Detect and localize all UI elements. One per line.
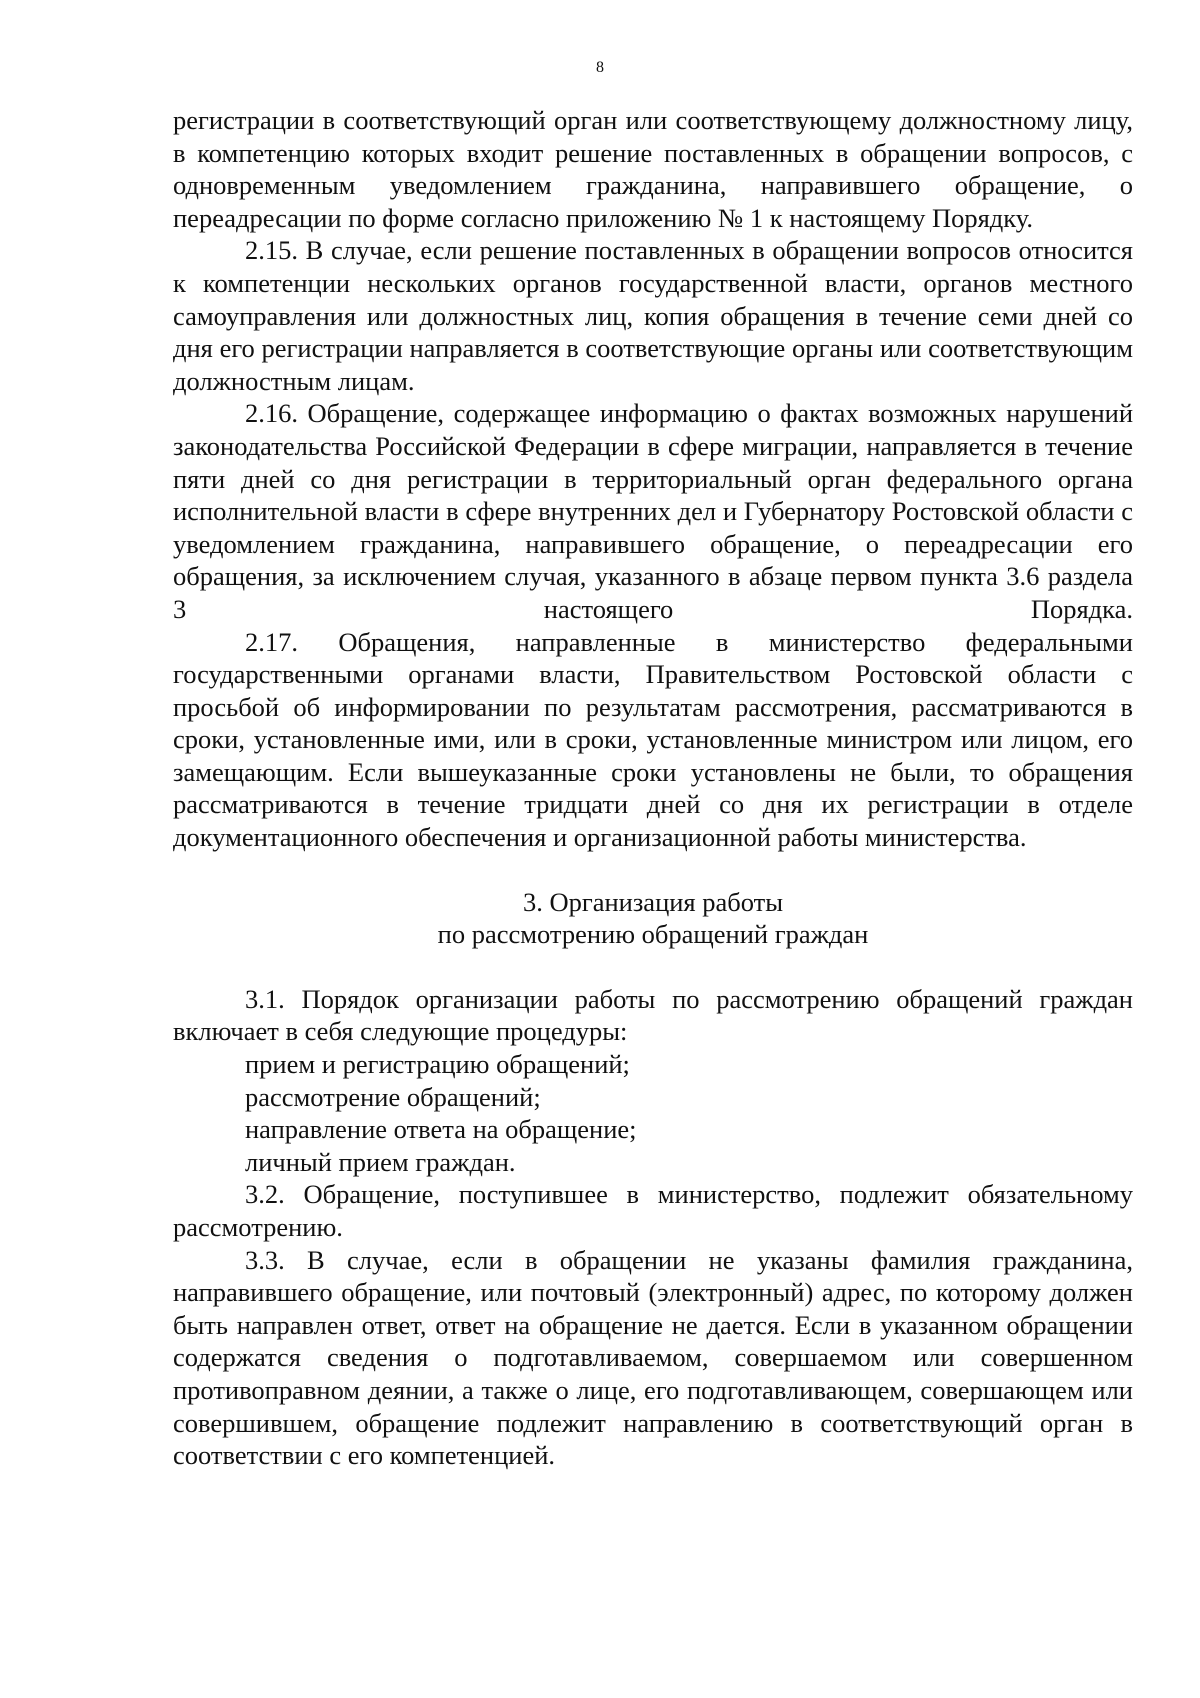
section-3-heading [173, 886, 1133, 951]
procedure-item: прием и регистрацию обращений; [245, 1049, 630, 1080]
paragraph-3-1: 3.1. Порядок организации работы по рассмотрению обращений граждан включает в себя следующие процедуры: [173, 983, 1133, 1047]
procedure-item: направление ответа на обращение; [245, 1114, 637, 1145]
paragraph-3-3: 3.3. В случае, если в обращении не указаны фамилия гражданина, направившего обращение, или почтовый (электронный) адрес, по которому должен быть направлен ответ, ответ на обращение не дается. Если в указанном обращении содержатся сведения о подготавливаемом, совершаемом или совершенном противоправном деянии, а также о лице, его подготавливающем, совершающем или совершившем, обращение подлежит направлению в соответствующий орган в соответствии с его компетенцией. [173, 1244, 1133, 1471]
procedure-item: рассмотрение обращений; [245, 1081, 541, 1112]
procedure-item: личный прием граждан. [245, 1146, 516, 1177]
paragraph-2-17: 2.17. Обращения, направленные в министерство федеральными государственными органами власти, Правительством Ростовской области с просьбой об информировании по результатам рассмотрения, рассматриваются в сроки, установленные ими, или в сроки, установленные министром или лицом, его замещающим. Если вышеуказанные сроки установлены не были, то обращения рассматриваются в течение тридцати дней со дня их регистрации в отделе документационного обеспечения и организационной работы министерства. [173, 626, 1133, 853]
section-heading-line-2: по рассмотрению обращений граждан [437, 919, 869, 950]
paragraph-2-16: 2.16. Обращение, содержащее информацию о фактах возможных нарушений законодательства Российской Федерации в сфере миграции, направляется в течение пяти дней со дня регистрации в территориальный орган федерального органа исполнительной власти в сфере внутренних дел и Губернатору Ростовской области с уведомлением гражданина, направившего обращение, о переадресации его обращения, за исключением случая, указанного в абзаце первом пункта 3.6 раздела 3 настоящего Порядка. [173, 398, 1133, 624]
paragraph-2-15: 2.15. В случае, если решение поставленных в обращении вопросов относится к компетенции нескольких органов государственной власти, органов местного самоуправления или должностных лиц, копия обращения в течение семи дней со дня его регистрации направляется в соответствующие органы или соответствующим должностным лицам. [173, 235, 1133, 396]
paragraph-2-14-continuation: регистрации в соответствующий орган или соответствующему должностному лицу, в компетенцию которых входит решение поставленных в обращении вопросов, с одновременным уведомлением гражданина, направившего обращение, о переадресации по форме согласно приложению № 1 к настоящему Порядку. [173, 105, 1133, 233]
section-heading-line-1: 3. Организация работы [522, 886, 784, 917]
paragraph-3-2: 3.2. Обращение, поступившее в министерство, подлежит обязательному рассмотрению. [173, 1179, 1133, 1242]
document-body [173, 104, 1133, 1472]
page-number: 8 [596, 59, 604, 76]
